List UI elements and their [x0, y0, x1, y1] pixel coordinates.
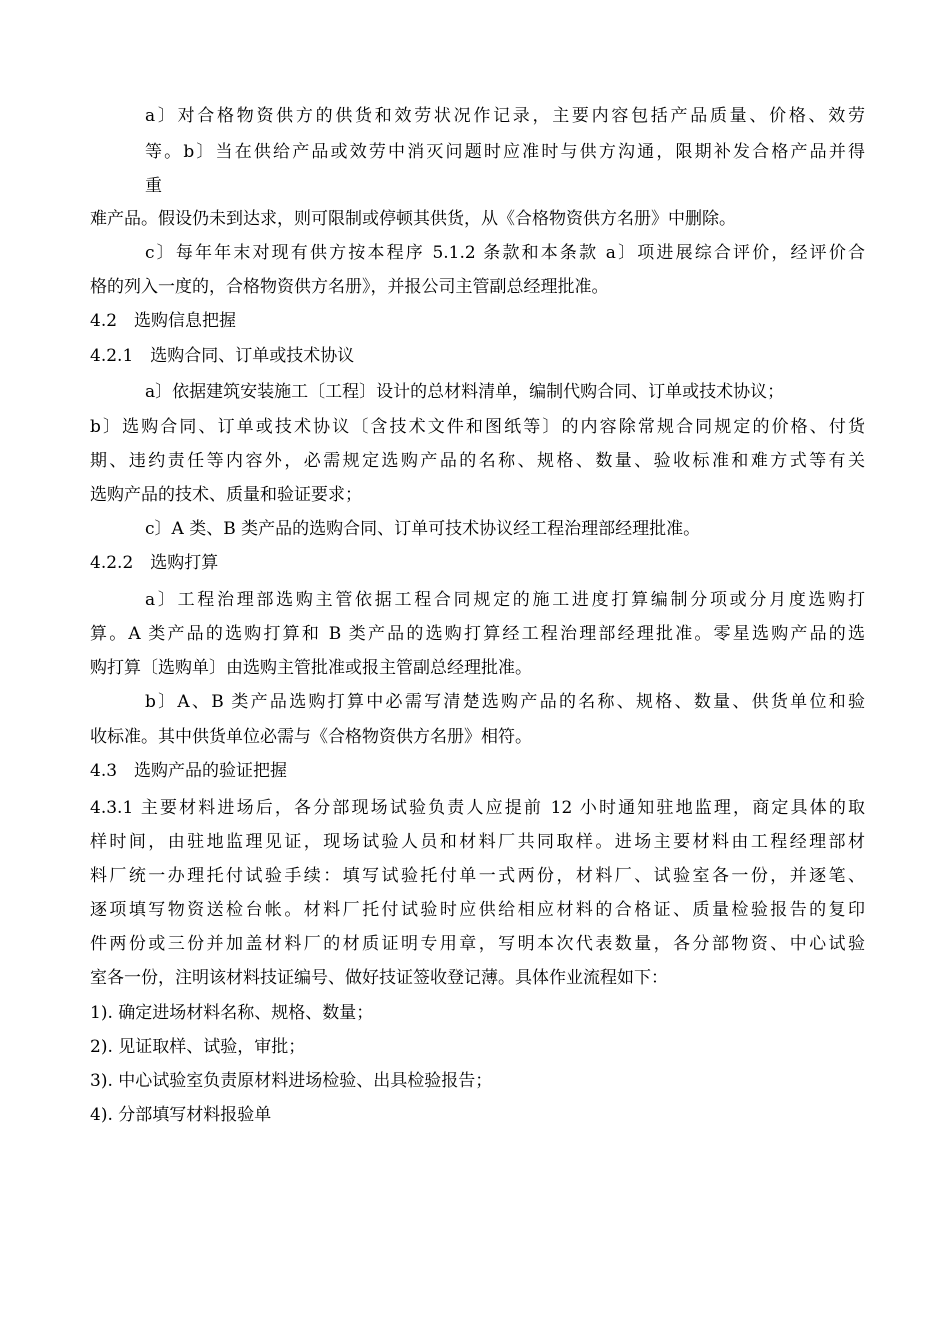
- paragraph-line: a〕对合格物资供方的供货和效劳状况作记录，主要内容包括产品质量、价格、效劳: [145, 106, 865, 126]
- paragraph-line: 收标准。其中供货单位必需与《合格物资供方名册》相符。: [90, 727, 532, 747]
- paragraph-line: 重: [145, 176, 162, 196]
- paragraph-line: 逐项填写物资送检台帐。材料厂托付试验时应供给相应材料的合格证、质量检验报告的复印: [90, 900, 865, 920]
- paragraph-line: 样时间，由驻地监理见证，现场试验人员和材料厂共同取样。进场主要材料由工程经理部材: [90, 832, 865, 852]
- list-item: 1). 确定进场材料名称、规格、数量；: [90, 1003, 374, 1023]
- paragraph-line: 选购产品的技术、质量和验证要求；: [90, 485, 362, 505]
- list-item: 2). 见证取样、试验，审批；: [90, 1037, 306, 1057]
- paragraph-line: c〕A 类、B 类产品的选购合同、订单可技术协议经工程治理部经理批准。: [145, 519, 701, 539]
- paragraph-line: 算。A 类产品的选购打算和 B 类产品的选购打算经工程治理部经理批准。零星选购产品的选: [90, 624, 865, 644]
- paragraph-line: 件两份或三份并加盖材料厂的材质证明专用章，写明本次代表数量，各分部物资、中心试验: [90, 934, 865, 954]
- paragraph-line: 料厂统一办理托付试验手续：填写试验托付单一式两份，材料厂、试验室各一份，并逐笔、: [90, 866, 865, 886]
- section-heading: 4.3 选购产品的验证把握: [90, 761, 288, 781]
- paragraph-line: 等。b〕当在供给产品或效劳中消灭问题时应准时与供方沟通，限期补发合格产品并得: [145, 142, 865, 162]
- paragraph-line: 购打算〔选购单〕由选购主管批准或报主管副总经理批准。: [90, 658, 532, 678]
- paragraph-line: c〕每年年末对现有供方按本程序 5.1.2 条款和本条款 a〕项进展综合评价，经评价合: [145, 243, 865, 263]
- paragraph-line: 4.3.1 主要材料进场后，各分部现场试验负责人应提前 12 小时通知驻地监理，商定具体的取: [90, 798, 865, 818]
- paragraph-line: b〕A、B 类产品选购打算中必需写清楚选购产品的名称、规格、数量、供货单位和验: [145, 692, 865, 712]
- paragraph-line: 格的列入一度的，合格物资供方名册》，并报公司主管副总经理批准。: [90, 277, 609, 297]
- paragraph-line: 难产品。假设仍未到达求，则可限制或停顿其供货，从《合格物资供方名册》中删除。: [90, 209, 736, 229]
- section-heading: 4.2 选购信息把握: [90, 311, 237, 331]
- subsection-heading: 4.2.2 选购打算: [90, 553, 219, 573]
- list-item: 3). 中心试验室负责原材料进场检验、出具检验报告；: [90, 1071, 493, 1091]
- paragraph-line: 期、违约责任等内容外，必需规定选购产品的名称、规格、数量、验收标准和难方式等有关: [90, 451, 865, 471]
- list-item: 4). 分部填写材料报验单: [90, 1105, 272, 1125]
- paragraph-line: a〕依据建筑安装施工〔工程〕设计的总材料清单，编制代购合同、订单或技术协议；: [145, 382, 785, 402]
- paragraph-line: a〕工程治理部选购主管依据工程合同规定的施工进度打算编制分项或分月度选购打: [145, 590, 865, 610]
- paragraph-line: b〕选购合同、订单或技术协议〔含技术文件和图纸等〕的内容除常规合同规定的价格、付货: [90, 417, 865, 437]
- paragraph-line: 室各一份，注明该材料技证编号、做好技证签收登记薄。具体作业流程如下：: [90, 968, 668, 988]
- subsection-heading: 4.2.1 选购合同、订单或技术协议: [90, 346, 355, 366]
